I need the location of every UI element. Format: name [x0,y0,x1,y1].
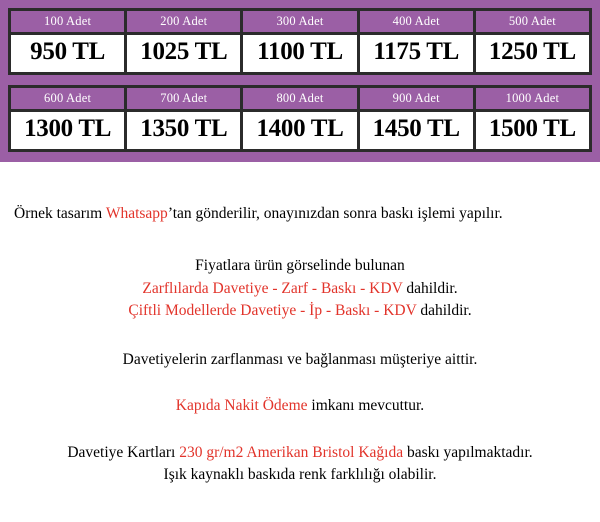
note-text: Davetiye Kartları [67,443,180,461]
note-text: Davetiyelerin zarflanması ve bağlanması müşteriye aittir. [122,350,478,368]
price-table-row [8,8,592,75]
note-text: dahildir. [402,279,458,297]
quantity-label: 700 Adet [127,88,240,112]
price-value: 1025 TL [140,38,228,65]
notes-section [0,204,600,486]
note-customer-responsibility [10,350,590,370]
note-text: ’tan gönderilir, onayınızdan sonra baskı işlemi yapılır. [167,205,503,222]
price-value: 1250 TL [488,38,576,65]
quantity-label: 100 Adet [11,11,124,35]
note-red-text: Kapıda Nakit Ödeme [175,397,308,415]
note-paper-type [10,443,590,463]
price-cell [127,88,243,149]
price-cell [243,88,359,149]
note-red-text: Çiftli Modellerde Davetiye - İp - Baskı - KDV [128,302,417,320]
quantity-label: 800 Adet [243,88,356,112]
price-table-row [8,85,592,152]
quantity-label: 300 Adet [243,11,356,35]
quantity-label: 1000 Adet [476,88,589,112]
price-cell [476,88,589,149]
note-red-text: Zarflılarda Davetiye - Zarf - Baskı - KDV [142,279,403,297]
quantity-label: 600 Adet [11,88,124,112]
price-cell [476,11,589,72]
price-value: 1300 TL [24,115,112,142]
note-text: imkanı mevcuttur. [307,397,425,415]
note-text: dahildir. [416,302,472,320]
price-value: 1175 TL [373,38,460,65]
note-text: baskı yapılmaktadır. [403,443,533,461]
note-double-model-included [10,301,590,321]
quantity-label: 500 Adet [476,11,589,35]
price-value: 1100 TL [257,38,343,65]
price-cell [360,88,476,149]
note-text: Fiyatlara ürün görselinde bulunan [195,257,405,275]
quantity-label: 400 Adet [360,11,473,35]
price-table-panel [0,0,600,162]
quantity-label: 900 Adet [360,88,473,112]
price-value: 1500 TL [488,115,576,142]
quantity-label: 200 Adet [127,11,240,35]
price-value: 1400 TL [256,115,344,142]
note-whatsapp [10,204,590,224]
price-value: 950 TL [30,38,106,65]
note-color-variation [10,465,590,485]
note-included-heading [10,256,590,276]
price-cell [127,11,243,72]
note-text: Işık kaynaklı baskıda renk farklılığı olabilir. [163,466,437,484]
price-cell [243,11,359,72]
note-text: Örnek tasarım [14,205,106,222]
price-value: 1450 TL [372,115,460,142]
note-red-text: 230 gr/m2 Amerikan Bristol Kağıda [179,443,404,461]
price-cell [360,11,476,72]
note-cash-on-delivery [10,396,590,416]
whatsapp-highlight: Whatsapp [105,205,168,222]
note-envelope-included [10,279,590,299]
price-value: 1350 TL [140,115,228,142]
price-cell [11,88,127,149]
price-cell [11,11,127,72]
